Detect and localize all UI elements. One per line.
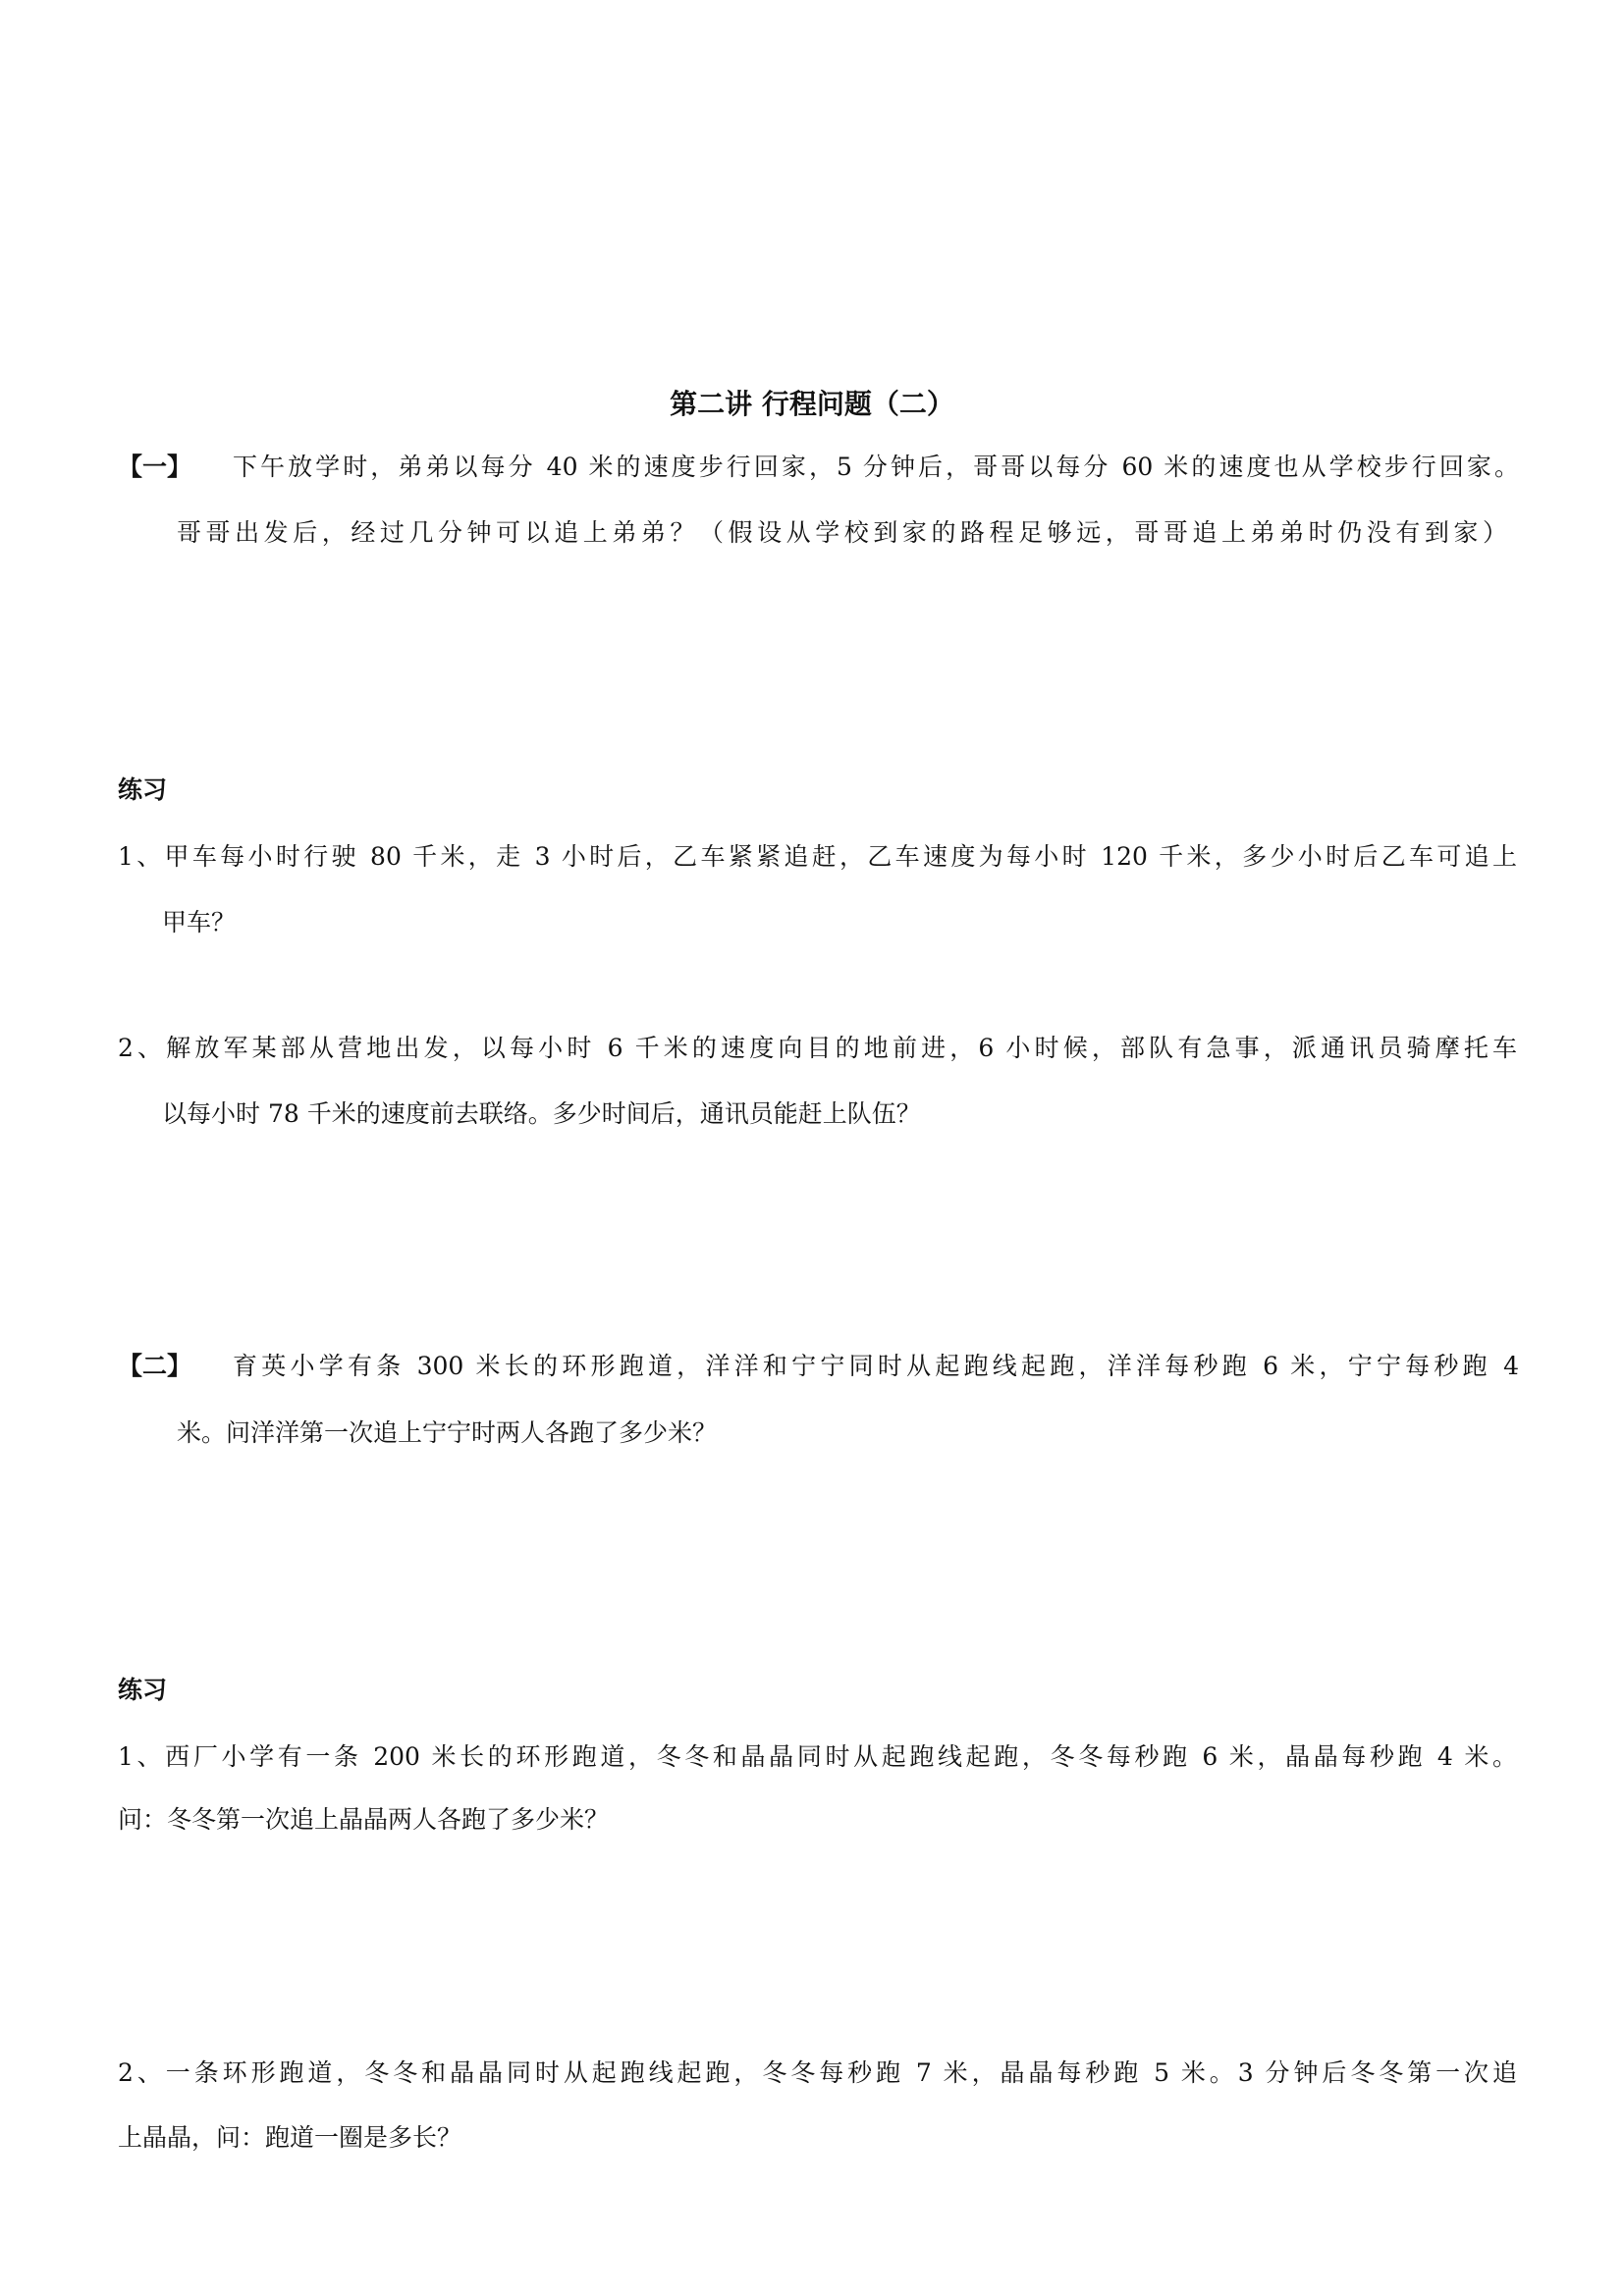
practice-1-q1-line2: 甲车？ [162,908,237,936]
practice-1-q2-line1: 2、解放军某部从营地出发，以每小时 6 千米的速度向目的地前进，6 小时候，部队有急事，派通讯员骑摩托车 [118,1034,1517,1062]
practice-2-heading: 练习 [118,1676,168,1704]
practice-2-q1-line2: 问：冬冬第一次追上晶晶两人各跑了多少米？ [118,1805,610,1834]
practice-1-q2-line2: 以每小时 78 千米的速度前去联络。多少时间后，通讯员能赶上队伍？ [162,1099,921,1128]
example-1-tag: 【一】 [118,453,192,481]
example-1-text-line1: 下午放学时，弟弟以每分 40 米的速度步行回家，5 分钟后，哥哥以每分 60 米的速度也从学校步行回家。 [233,453,1519,481]
example-1-text-line2: 哥哥出发后，经过几分钟可以追上弟弟？（假设从学校到家的路程足够远，哥哥追上弟弟时仍没有到家） [177,518,1507,547]
practice-1-heading: 练习 [118,775,168,804]
example-2-text-line1: 育英小学有条 300 米长的环形跑道，洋洋和宁宁同时从起跑线起跑，洋洋每秒跑 6 米，宁宁每秒跑 4 [233,1352,1519,1380]
page-title: 第二讲 行程问题（二） [670,388,954,420]
practice-2-q2-line1: 2、一条环形跑道，冬冬和晶晶同时从起跑线起跑，冬冬每秒跑 7 米，晶晶每秒跑 5 米。3 分钟后冬冬第一次追 [118,2058,1517,2087]
example-2-text-line2: 米。问洋洋第一次追上宁宁时两人各跑了多少米？ [177,1418,718,1447]
practice-1-q1-line1: 1、甲车每小时行驶 80 千米，走 3 小时后，乙车紧紧追赶，乙车速度为每小时 120 千米，多少小时后乙车可追上 [118,842,1517,871]
practice-2-q1-line1: 1、西厂小学有一条 200 米长的环形跑道，冬冬和晶晶同时从起跑线起跑，冬冬每秒跑 6 米，晶晶每秒跑 4 米。 [118,1742,1517,1771]
practice-2-q2-line2: 上晶晶，问：跑道一圈是多长？ [118,2123,462,2152]
example-2-tag: 【二】 [118,1352,192,1380]
